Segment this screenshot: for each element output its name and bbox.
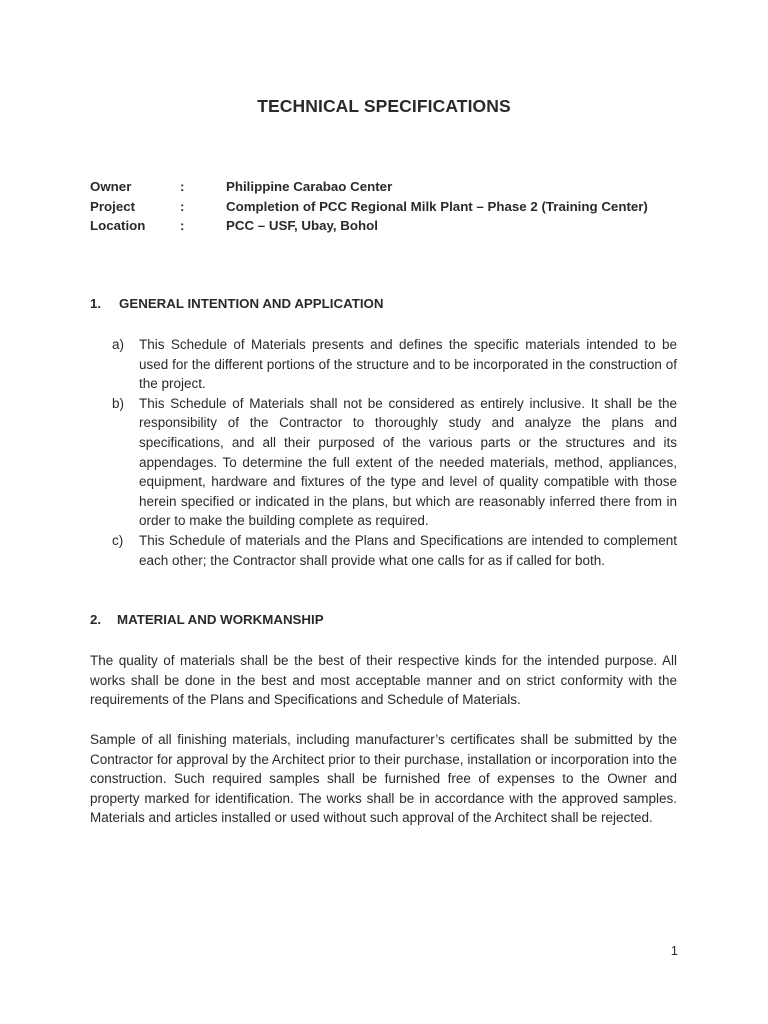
body-paragraph: Sample of all finishing materials, including manufacturer’s certificates shall be submitted by the Contractor for approval by the Architect prior to their purchase, installation or incorporation into the construction. Such required samples shall be furnished free of expenses to the Owner and property marked for identification. The works shall be in accordance with the approved samples. Materials and articles installed or used without such approval of the Architect shall be rejected. [90, 732, 677, 826]
meta-separator: : [180, 218, 185, 234]
section-title: MATERIAL AND WORKMANSHIP [117, 612, 324, 627]
section-heading-general-intention [90, 296, 383, 311]
meta-label: Location [90, 218, 146, 234]
list-marker: b) [112, 395, 125, 411]
body-paragraph: The quality of materials shall be the best of their respective kinds for the intended purpose. All works shall be done in the best and most acceptable manner and on strict conformity with the requirements of the Plans and Specifications and Schedule of Materials. [90, 653, 677, 708]
meta-row-owner [90, 177, 648, 197]
meta-row-location [90, 216, 648, 236]
meta-row-project [90, 197, 648, 217]
section-heading-material-workmanship [90, 612, 324, 627]
project-info [90, 177, 648, 236]
meta-value: PCC – USF, Ubay, Bohol [226, 218, 378, 234]
meta-value: Completion of PCC Regional Milk Plant – Phase 2 (Training Center) [226, 198, 648, 214]
section-number: 2. [90, 612, 102, 627]
list-item-text: This Schedule of Materials shall not be considered as entirely inclusive. It shall be the responsibility of the Contractor to thoroughly study and analyze the plans and specifications, and all their purposed of the various parts or the structures and its appendages. To determine the full extent of the needed materials, method, appliances, equipment, hardware and fixtures of the type and level of quality compatible with those herein specified or indicated in the plans, but which are reasonably inferred there from in order to make the building complete as required. [139, 395, 677, 529]
list-item [112, 394, 677, 531]
list-marker: c) [112, 532, 124, 548]
meta-label: Project [90, 198, 136, 214]
meta-value: Philippine Carabao Center [226, 179, 393, 194]
meta-separator: : [180, 198, 185, 214]
section-number: 1. [90, 296, 102, 311]
document-title: TECHNICAL SPECIFICATIONS [257, 96, 511, 116]
page-number: 1 [670, 943, 678, 958]
list-item [112, 531, 677, 570]
list-marker: a) [112, 337, 125, 352]
general-intention-list [112, 335, 677, 570]
list-item-text: This Schedule of materials and the Plans and Specifications are intended to complement each other; the Contractor shall provide what one calls for as if called for both. [139, 532, 677, 568]
list-item [112, 335, 677, 394]
list-item-text: This Schedule of Materials presents and defines the specific materials intended to be used for the different portions of the structure and to be incorporated in the construction of the project. [139, 337, 677, 392]
section-title: GENERAL INTENTION AND APPLICATION [119, 296, 384, 311]
meta-label: Owner [90, 179, 132, 194]
meta-separator: : [180, 179, 185, 194]
